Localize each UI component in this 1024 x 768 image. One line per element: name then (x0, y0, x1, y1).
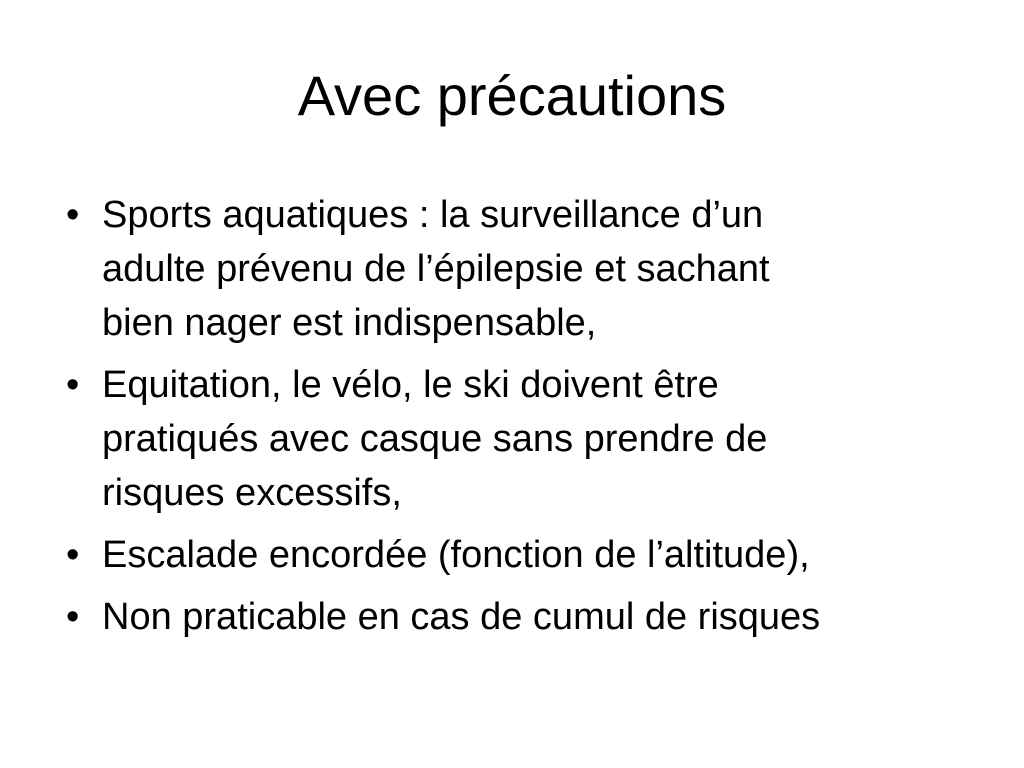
bullet-line: bien nager est indispensable, (102, 302, 597, 344)
bullet-dot-icon: • (66, 596, 80, 638)
bullet-line: risques excessifs, (102, 472, 402, 514)
bullet-dot-icon: • (66, 364, 80, 406)
bullet-item-sports-aquatiques (60, 188, 980, 350)
bullet-line: Non praticable en cas de cumul de risques (102, 596, 821, 638)
bullet-item-escalade (60, 528, 980, 582)
bullet-line: Escalade encordée (fonction de l’altitude), (102, 534, 810, 576)
bullet-dot-icon: • (66, 194, 80, 236)
bullet-line: Sports aquatiques : la surveillance d’un (102, 194, 764, 236)
bullet-line: Equitation, le vélo, le ski doivent être (102, 364, 719, 406)
slide-title: Avec précautions (297, 64, 727, 127)
bullet-item-non-praticable (60, 590, 980, 644)
bullet-dot-icon: • (66, 534, 80, 576)
bullet-item-equitation (60, 358, 980, 520)
bullet-line: pratiqués avec casque sans prendre de (102, 418, 768, 460)
bullet-line: adulte prévenu de l’épilepsie et sachant (102, 248, 770, 290)
bullet-list (60, 188, 980, 652)
